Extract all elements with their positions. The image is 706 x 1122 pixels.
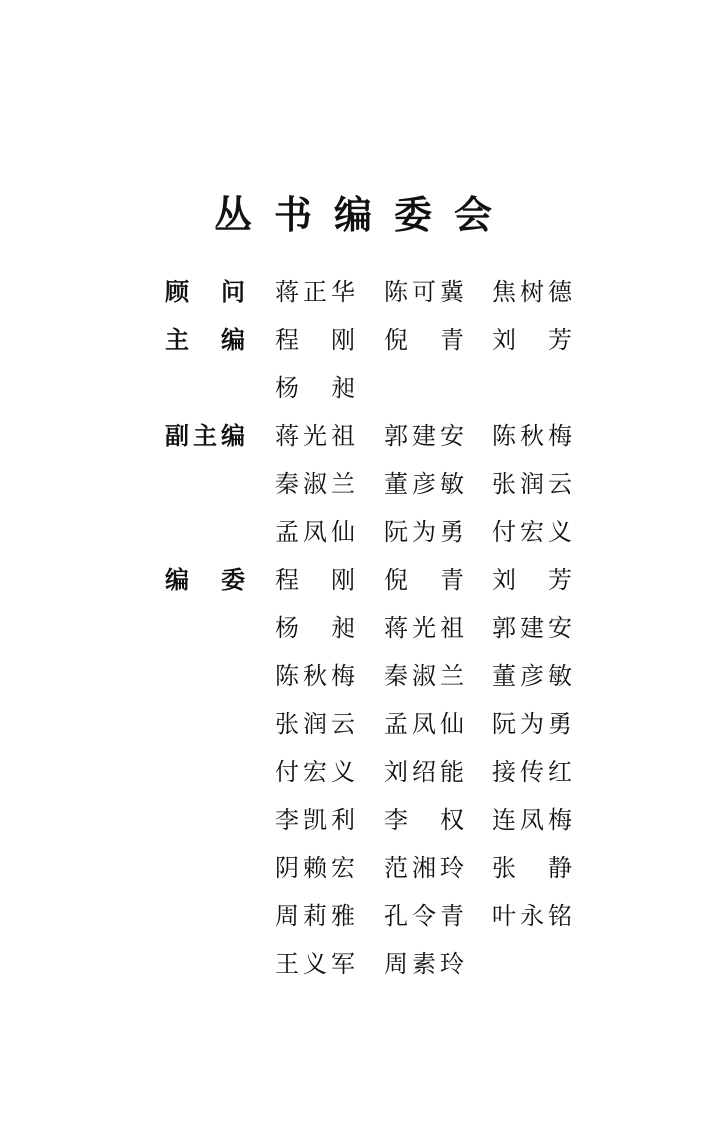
char: 刘 [384, 758, 408, 786]
char: 义 [331, 758, 355, 786]
role-label [165, 412, 245, 460]
committee-row [0, 460, 706, 508]
member-name [384, 940, 464, 988]
char: 编 [221, 326, 245, 354]
char: 凯 [303, 806, 327, 834]
char: 王 [275, 950, 299, 978]
char: 能 [440, 758, 464, 786]
char: 梅 [331, 662, 355, 690]
char: 仙 [440, 710, 464, 738]
role-label [165, 316, 245, 364]
char: 永 [520, 902, 544, 930]
member-name [384, 796, 464, 844]
char: 张 [492, 470, 516, 498]
char: 秦 [384, 662, 408, 690]
char: 令 [412, 902, 436, 930]
char: 凤 [303, 518, 327, 546]
member-name [275, 844, 355, 892]
role-label [165, 556, 245, 604]
char: 蒋 [275, 278, 299, 306]
char: 刘 [492, 326, 516, 354]
member-name [384, 604, 464, 652]
char: 芳 [548, 566, 572, 594]
char: 编 [221, 422, 245, 450]
member-name [492, 268, 572, 316]
char: 主 [165, 326, 189, 354]
member-name [275, 556, 355, 604]
member-name [275, 316, 355, 364]
char: 倪 [384, 566, 408, 594]
char: 宏 [303, 758, 327, 786]
char: 淑 [412, 662, 436, 690]
char: 玲 [440, 854, 464, 882]
member-name [492, 844, 572, 892]
char: 勇 [440, 518, 464, 546]
member-name [492, 508, 572, 556]
member-name [384, 892, 464, 940]
char: 军 [331, 950, 355, 978]
char: 雅 [331, 902, 355, 930]
committee-row [0, 796, 706, 844]
page-title: 丛书编委会 [213, 192, 514, 237]
member-name [275, 460, 355, 508]
committee-row [0, 700, 706, 748]
char: 孟 [384, 710, 408, 738]
member-name [275, 652, 355, 700]
committee-row [0, 556, 706, 604]
char: 润 [520, 470, 544, 498]
char: 光 [303, 422, 327, 450]
committee-row [0, 844, 706, 892]
char: 云 [548, 470, 572, 498]
char: 彦 [412, 470, 436, 498]
char: 青 [440, 326, 464, 354]
member-name [492, 652, 572, 700]
char: 委 [221, 566, 245, 594]
char: 凤 [520, 806, 544, 834]
char: 芳 [548, 326, 572, 354]
member-name [492, 748, 572, 796]
char: 焦 [492, 278, 516, 306]
member-name [384, 652, 464, 700]
member-name [492, 892, 572, 940]
char: 编 [165, 566, 189, 594]
char: 冀 [440, 278, 464, 306]
committee-row [0, 748, 706, 796]
char: 接 [492, 758, 516, 786]
char: 素 [412, 950, 436, 978]
char: 程 [275, 566, 299, 594]
char: 蒋 [384, 614, 408, 642]
committee-row [0, 316, 706, 364]
member-name [492, 412, 572, 460]
char: 付 [492, 518, 516, 546]
member-name [384, 556, 464, 604]
char: 张 [492, 854, 516, 882]
char: 杨 [275, 614, 299, 642]
char: 倪 [384, 326, 408, 354]
char: 李 [384, 806, 408, 834]
char: 莉 [303, 902, 327, 930]
char: 仙 [331, 518, 355, 546]
char: 兰 [440, 662, 464, 690]
char: 刚 [331, 566, 355, 594]
char: 敏 [440, 470, 464, 498]
char: 范 [384, 854, 408, 882]
char: 光 [412, 614, 436, 642]
char: 玲 [440, 950, 464, 978]
member-name [384, 844, 464, 892]
char: 叶 [492, 902, 516, 930]
member-name [384, 700, 464, 748]
char: 正 [303, 278, 327, 306]
char: 建 [412, 422, 436, 450]
committee-row [0, 364, 706, 412]
char: 杨 [275, 374, 299, 402]
char: 安 [440, 422, 464, 450]
char: 顾 [165, 278, 189, 306]
char: 义 [548, 518, 572, 546]
member-name [384, 460, 464, 508]
member-name [275, 892, 355, 940]
char: 梅 [548, 806, 572, 834]
char: 宏 [331, 854, 355, 882]
char: 昶 [331, 614, 355, 642]
char: 彦 [520, 662, 544, 690]
char: 祖 [331, 422, 355, 450]
committee-row [0, 940, 706, 988]
char: 刚 [331, 326, 355, 354]
char: 梅 [548, 422, 572, 450]
char: 淑 [303, 470, 327, 498]
char: 阴 [275, 854, 299, 882]
char: 郭 [492, 614, 516, 642]
char: 刘 [492, 566, 516, 594]
member-name [384, 268, 464, 316]
member-name [275, 364, 355, 412]
char: 青 [440, 902, 464, 930]
member-name [492, 460, 572, 508]
char: 蒋 [275, 422, 299, 450]
char: 利 [331, 806, 355, 834]
char: 主 [193, 422, 217, 450]
char: 副 [165, 422, 189, 450]
member-name [384, 316, 464, 364]
char: 华 [331, 278, 355, 306]
member-name [275, 748, 355, 796]
char: 郭 [384, 422, 408, 450]
committee-row [0, 268, 706, 316]
char: 秋 [520, 422, 544, 450]
role-label [165, 268, 245, 316]
char: 为 [520, 710, 544, 738]
char: 润 [303, 710, 327, 738]
char: 权 [440, 806, 464, 834]
char: 铭 [548, 902, 572, 930]
char: 周 [275, 902, 299, 930]
char: 程 [275, 326, 299, 354]
member-name [275, 796, 355, 844]
char: 云 [331, 710, 355, 738]
char: 董 [492, 662, 516, 690]
member-name [492, 700, 572, 748]
member-name [275, 412, 355, 460]
char: 敏 [548, 662, 572, 690]
member-name [384, 508, 464, 556]
char: 勇 [548, 710, 572, 738]
char: 李 [275, 806, 299, 834]
member-name [492, 556, 572, 604]
char: 陈 [275, 662, 299, 690]
committee-row [0, 652, 706, 700]
char: 董 [384, 470, 408, 498]
member-name [275, 268, 355, 316]
member-name [275, 508, 355, 556]
char: 传 [520, 758, 544, 786]
char: 张 [275, 710, 299, 738]
committee-list [0, 268, 706, 988]
member-name [275, 700, 355, 748]
committee-row [0, 604, 706, 652]
char: 连 [492, 806, 516, 834]
char: 树 [520, 278, 544, 306]
char: 祖 [440, 614, 464, 642]
char: 可 [412, 278, 436, 306]
char: 陈 [384, 278, 408, 306]
char: 秋 [303, 662, 327, 690]
char: 建 [520, 614, 544, 642]
char: 秦 [275, 470, 299, 498]
char: 德 [548, 278, 572, 306]
char: 静 [548, 854, 572, 882]
char: 红 [548, 758, 572, 786]
char: 湘 [412, 854, 436, 882]
char: 阮 [492, 710, 516, 738]
committee-row [0, 412, 706, 460]
char: 阮 [384, 518, 408, 546]
char: 凤 [412, 710, 436, 738]
char: 昶 [331, 374, 355, 402]
char: 孔 [384, 902, 408, 930]
char: 安 [548, 614, 572, 642]
member-name [384, 748, 464, 796]
char: 周 [384, 950, 408, 978]
committee-row [0, 508, 706, 556]
char: 义 [303, 950, 327, 978]
member-name [492, 316, 572, 364]
char: 为 [412, 518, 436, 546]
char: 兰 [331, 470, 355, 498]
member-name [275, 604, 355, 652]
committee-row [0, 892, 706, 940]
member-name [384, 412, 464, 460]
char: 宏 [520, 518, 544, 546]
char: 赖 [303, 854, 327, 882]
member-name [492, 604, 572, 652]
char: 青 [440, 566, 464, 594]
member-name [492, 796, 572, 844]
char: 问 [221, 278, 245, 306]
char: 陈 [492, 422, 516, 450]
char: 付 [275, 758, 299, 786]
member-name [275, 940, 355, 988]
char: 孟 [275, 518, 299, 546]
char: 绍 [412, 758, 436, 786]
